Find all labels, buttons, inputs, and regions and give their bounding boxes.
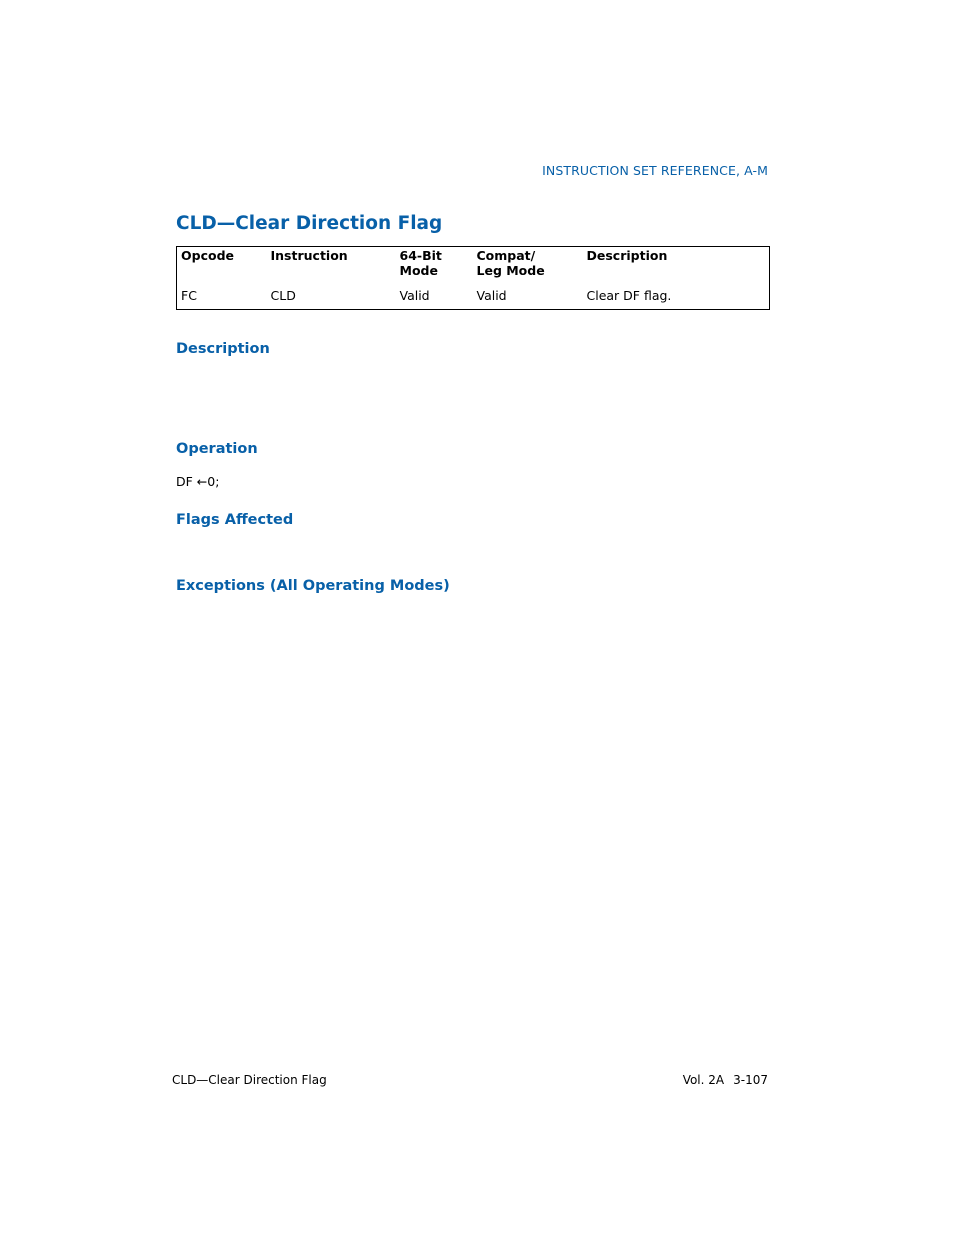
- cell-description: Clear DF flag.: [586, 288, 672, 303]
- section-heading-description: Description: [176, 341, 270, 357]
- column-header-instruction: Instruction: [270, 248, 348, 263]
- operation-code: DF ←0;: [176, 474, 220, 489]
- section-heading-exceptions: Exceptions (All Operating Modes): [176, 578, 450, 594]
- opcode-table: [176, 246, 770, 310]
- column-header-compat-leg-mode: Compat/ Leg Mode: [476, 248, 545, 278]
- cell-compat-leg-mode: Valid: [476, 288, 507, 303]
- footer-page-number: 3-107: [733, 1073, 768, 1087]
- column-header-opcode: Opcode: [181, 248, 234, 263]
- column-header-64bit-mode: 64-Bit Mode: [399, 248, 442, 278]
- running-header: INSTRUCTION SET REFERENCE, A-M: [542, 163, 768, 178]
- footer-title: CLD—Clear Direction Flag: [172, 1073, 327, 1087]
- footer-volume: Vol. 2A: [682, 1073, 725, 1087]
- table-header-row: [177, 247, 770, 287]
- cell-opcode: FC: [181, 288, 197, 303]
- cell-instruction: CLD: [270, 288, 296, 303]
- section-heading-flags-affected: Flags Affected: [176, 512, 294, 528]
- column-header-description: Description: [586, 248, 668, 263]
- footer-page-info: [683, 1073, 768, 1087]
- page-title: CLD—Clear Direction Flag: [176, 213, 443, 234]
- section-heading-operation: Operation: [176, 441, 258, 457]
- cell-64bit-mode: Valid: [399, 288, 430, 303]
- table-row: [177, 286, 770, 310]
